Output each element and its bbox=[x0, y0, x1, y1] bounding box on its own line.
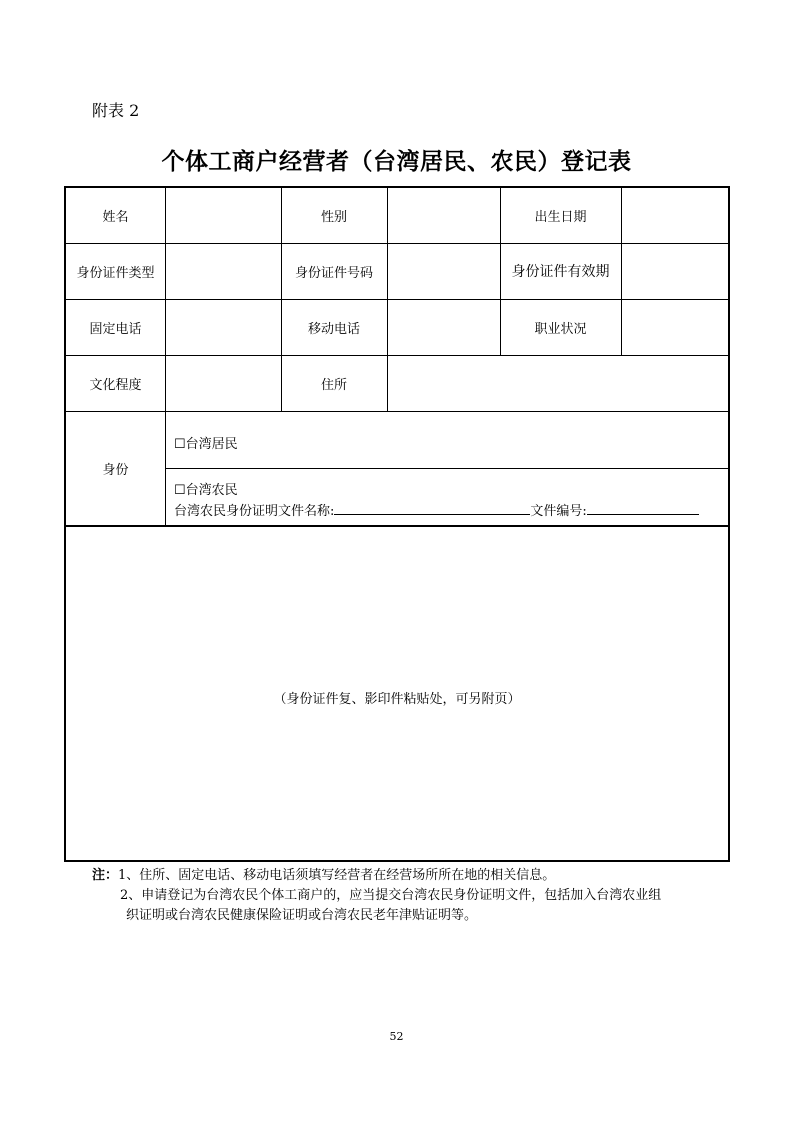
farmer-document-line bbox=[174, 500, 699, 519]
note-2-line-2: 织证明或台湾农民健康保险证明或台湾农民老年津贴证明等。 bbox=[126, 908, 478, 923]
label-residence: 住所 bbox=[320, 377, 347, 393]
label-name: 姓名 bbox=[102, 210, 129, 225]
doc-number-field[interactable] bbox=[587, 502, 699, 515]
note-1 bbox=[92, 866, 712, 886]
label-mobile: 移动电话 bbox=[307, 321, 360, 337]
label-occupation: 职业状况 bbox=[534, 321, 587, 337]
education-field[interactable] bbox=[165, 355, 281, 411]
label-landline: 固定电话 bbox=[89, 321, 142, 337]
registration-form-table bbox=[64, 186, 730, 862]
doc-number-label: 文件编号: bbox=[530, 504, 587, 519]
label-education: 文化程度 bbox=[89, 377, 142, 393]
label-identity: 身份 bbox=[102, 462, 129, 478]
label-gender: 性别 bbox=[320, 210, 347, 225]
notes-section bbox=[92, 866, 712, 926]
farmer-doc-name-label: 台湾农民身份证明文件名称: bbox=[174, 504, 335, 519]
appendix-label: 附表 2 bbox=[92, 101, 140, 120]
gender-field[interactable] bbox=[387, 188, 500, 243]
label-id-type: 身份证件类型 bbox=[76, 265, 155, 281]
label-id-number: 身份证件号码 bbox=[294, 265, 373, 281]
label-id-validity: 身份证件有效期 bbox=[511, 264, 610, 280]
page-number: 52 bbox=[389, 1030, 404, 1043]
id-number-field[interactable] bbox=[387, 243, 500, 299]
checkbox-taiwan-resident[interactable]: ☐台湾居民 bbox=[174, 437, 238, 452]
id-copy-paste-area: （身份证件复、影印件粘贴处，可另附页） bbox=[273, 692, 521, 707]
notes-prefix: 注： bbox=[92, 868, 119, 883]
id-type-field[interactable] bbox=[165, 243, 281, 299]
row-divider bbox=[66, 525, 728, 527]
id-validity-field[interactable] bbox=[621, 243, 730, 299]
residence-field[interactable] bbox=[387, 355, 730, 411]
note-1-text: 1、住所、固定电话、移动电话须填写经营者在经营场所所在地的相关信息。 bbox=[118, 868, 556, 883]
label-birth-date: 出生日期 bbox=[534, 210, 587, 225]
note-2-line-1: 2、申请登记为台湾农民个体工商户的，应当提交台湾农民身份证明文件，包括加入台湾农业组 bbox=[120, 888, 662, 903]
farmer-doc-name-field[interactable] bbox=[334, 502, 530, 515]
checkbox-taiwan-farmer[interactable]: ☐台湾农民 bbox=[174, 483, 238, 498]
name-field[interactable] bbox=[165, 188, 281, 243]
birth-date-field[interactable] bbox=[621, 188, 730, 243]
occupation-field[interactable] bbox=[621, 299, 730, 355]
identity-option-divider bbox=[165, 468, 728, 469]
form-title: 个体工商户经营者（台湾居民、农民）登记表 bbox=[161, 149, 632, 175]
mobile-field[interactable] bbox=[387, 299, 500, 355]
landline-field[interactable] bbox=[165, 299, 281, 355]
